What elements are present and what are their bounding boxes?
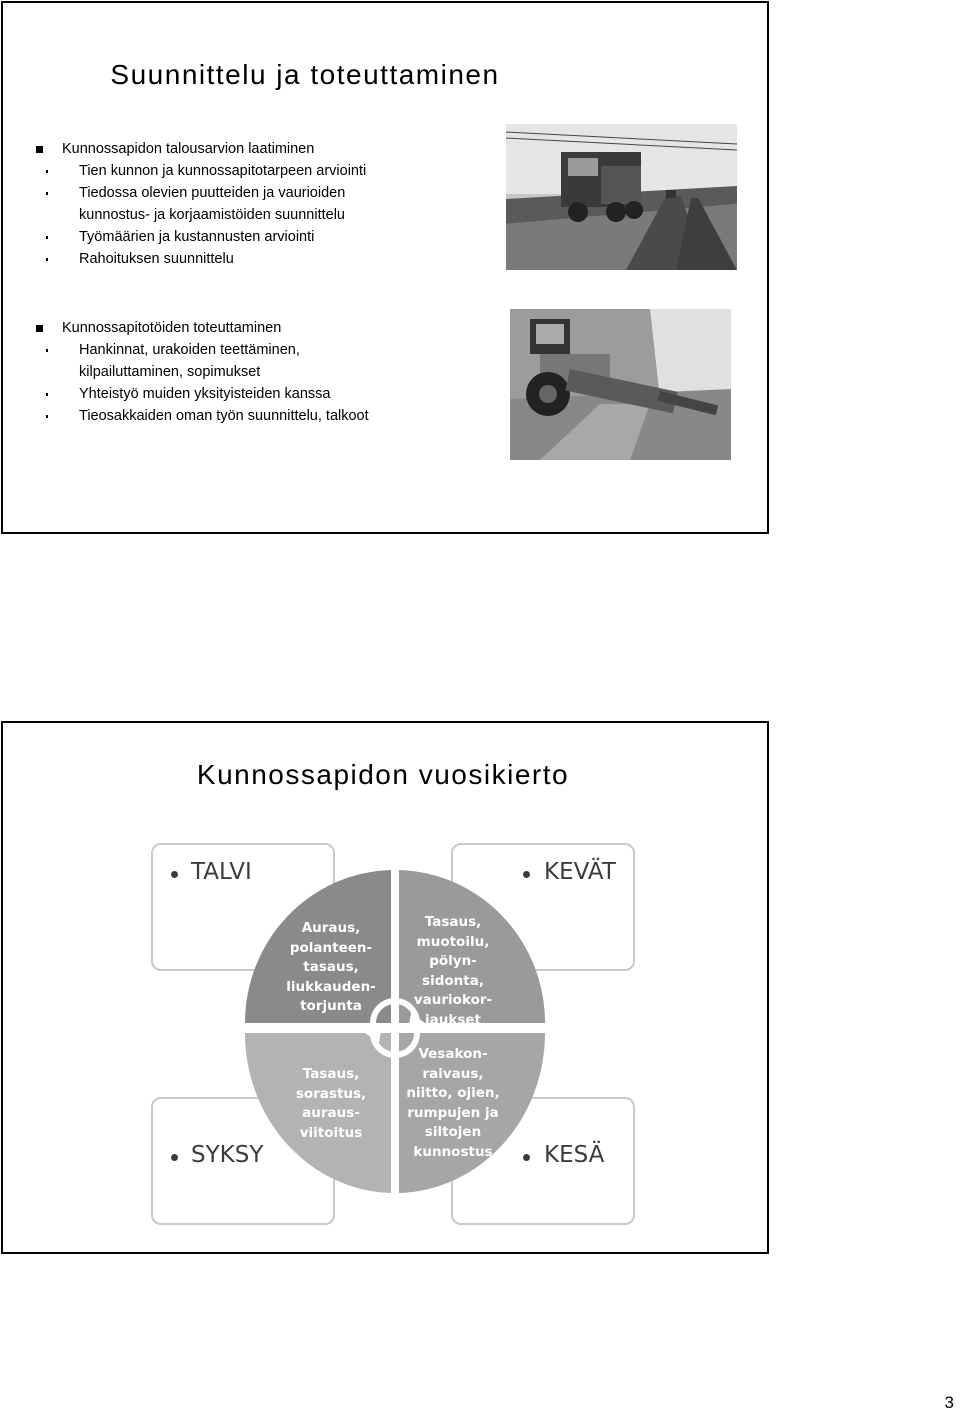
season-label-winter: TALVI bbox=[191, 859, 252, 885]
page-number: 3 bbox=[944, 1393, 954, 1412]
bullet-heading: Kunnossapitotöiden toteuttaminen bbox=[36, 317, 369, 339]
slide-annual-cycle bbox=[1, 721, 769, 1254]
bullet-heading: Kunnossapidon talousarvion laatiminen bbox=[36, 138, 366, 160]
bullet-item: Työmäärien ja kustannusten arviointi bbox=[36, 226, 366, 248]
season-label-summer: KESÄ bbox=[544, 1142, 605, 1168]
slide-title: Suunnittelu ja toteuttaminen bbox=[110, 59, 500, 90]
slide-planning bbox=[1, 1, 769, 534]
bullet-item: Rahoituksen suunnittelu bbox=[36, 248, 366, 270]
bullet-dot-icon bbox=[171, 871, 178, 878]
tasks-winter: Auraus, polanteen- tasaus, liukkauden- torjunta bbox=[286, 920, 376, 1014]
bullet-item: Tien kunnon ja kunnossapitotarpeen arviointi bbox=[36, 160, 366, 182]
bullet-item: Hankinnat, urakoiden teettäminen, bbox=[36, 339, 369, 361]
tasks-spring: Tasaus, muotoilu, pölyn- sidonta, vauriokor- jaukset bbox=[413, 914, 493, 1028]
bullet-dot-icon bbox=[171, 1154, 178, 1161]
season-label-autumn: SYKSY bbox=[191, 1142, 264, 1168]
bullet-group-budget bbox=[36, 138, 366, 270]
bullet-group-execution bbox=[36, 317, 369, 427]
photo-grader-truck bbox=[506, 124, 737, 270]
photo-tractor-mower bbox=[510, 309, 731, 460]
tasks-summer: Vesakon- raivaus, niitto, ojien, rumpujen ja siltojen kunnostus bbox=[406, 1046, 500, 1160]
bullet-item-continuation: kilpailuttaminen, sopimukset bbox=[79, 364, 261, 380]
bullet-item: Yhteistyö muiden yksityisteiden kanssa bbox=[36, 383, 369, 405]
season-label-spring: KEVÄT bbox=[544, 859, 616, 885]
tasks-autumn: Tasaus, sorastus, auraus- viitoitus bbox=[295, 1066, 367, 1141]
bullet-item: Tiedossa olevien puutteiden ja vaurioiden bbox=[36, 182, 366, 204]
bullet-item: Tieosakkaiden oman työn suunnittelu, talkoot bbox=[36, 405, 369, 427]
slide-title: Kunnossapidon vuosikierto bbox=[196, 759, 570, 790]
bullet-item-continuation: kunnostus- ja korjaamistöiden suunnittelu bbox=[79, 207, 345, 223]
